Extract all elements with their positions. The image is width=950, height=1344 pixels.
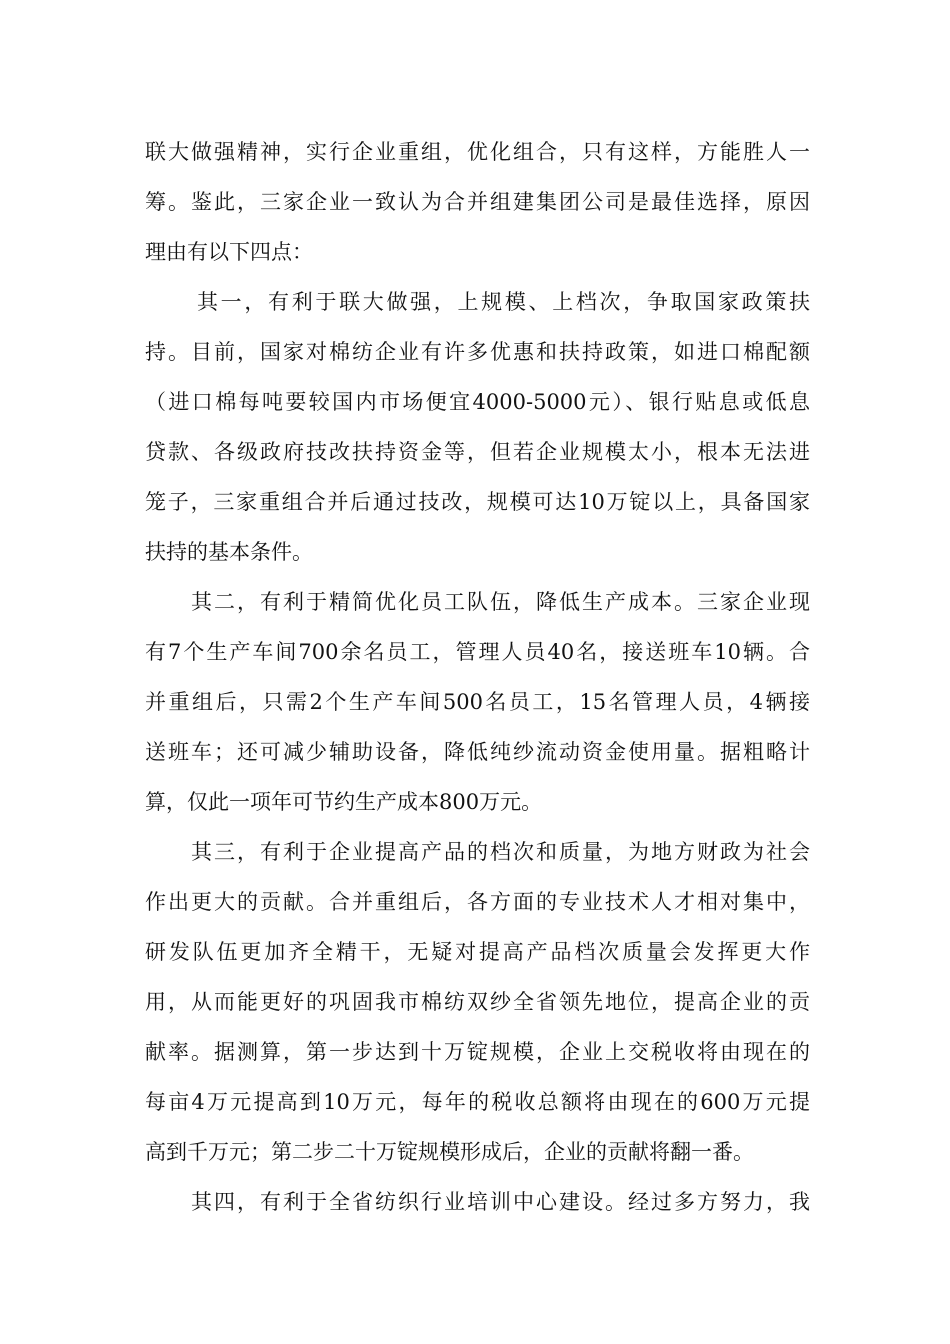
text-line: 其一，有利于联大做强，上规模、上档次，争取国家政策扶 [197,290,810,314]
paragraph-point-three [145,827,810,1177]
text-line: 高到千万元；第二步二十万锭规模形成后，企业的贡献将翻一番。 [145,1140,754,1164]
text-line: 贷款、各级政府技改扶持资金等，但若企业规模太小，根本无法进 [145,440,810,464]
text-line: 研发队伍更加齐全精干，无疑对提高产品档次质量会发挥更大作 [145,940,810,964]
text-line: 其二，有利于精简优化员工队伍，降低生产成本。三家企业现 [191,590,810,614]
text-line: 每亩4万元提高到10万元，每年的税收总额将由现在的600万元提 [145,1090,810,1114]
text-line: 有7个生产车间700余名员工，管理人员40名，接送班车10辆。合 [145,640,810,664]
paragraph-point-four [145,1177,810,1227]
text-line: 献率。据测算，第一步达到十万锭规模，企业上交税收将由现在的 [145,1040,810,1064]
paragraph-point-one [145,277,810,577]
text-line: 笼子，三家重组合并后通过技改，规模可达10万锭以上，具备国家 [145,490,810,514]
text-line: 送班车；还可减少辅助设备，降低纯纱流动资金使用量。据粗略计 [145,740,810,764]
text-line: 其四，有利于全省纺织行业培训中心建设。经过多方努力，我 [191,1190,810,1214]
text-line: 其三，有利于企业提高产品的档次和质量，为地方财政为社会 [191,840,810,864]
text-line: 联大做强精神，实行企业重组，优化组合，只有这样，方能胜人一 [145,140,810,164]
text-line: （进口棉每吨要较国内市场便宜4000-5000元）、银行贴息或低息 [145,390,810,414]
paragraph-point-two [145,577,810,827]
text-line: 算，仅此一项年可节约生产成本800万元。 [145,790,543,814]
body-text [145,127,810,1227]
text-line: 并重组后，只需2个生产车间500名员工，15名管理人员，4辆接 [145,690,810,714]
text-line: 筹。鉴此，三家企业一致认为合并组建集团公司是最佳选择，原因 [145,190,810,214]
text-line: 用，从而能更好的巩固我市棉纺双纱全省领先地位，提高企业的贡 [145,990,810,1014]
text-line: 理由有以下四点： [145,240,313,264]
text-line: 作出更大的贡献。合并重组后，各方面的专业技术人才相对集中， [145,890,810,914]
text-line: 持。目前，国家对棉纺企业有许多优惠和扶持政策，如进口棉配额 [145,340,810,364]
paragraph-intro [145,127,810,277]
text-line: 扶持的基本条件。 [145,540,313,564]
